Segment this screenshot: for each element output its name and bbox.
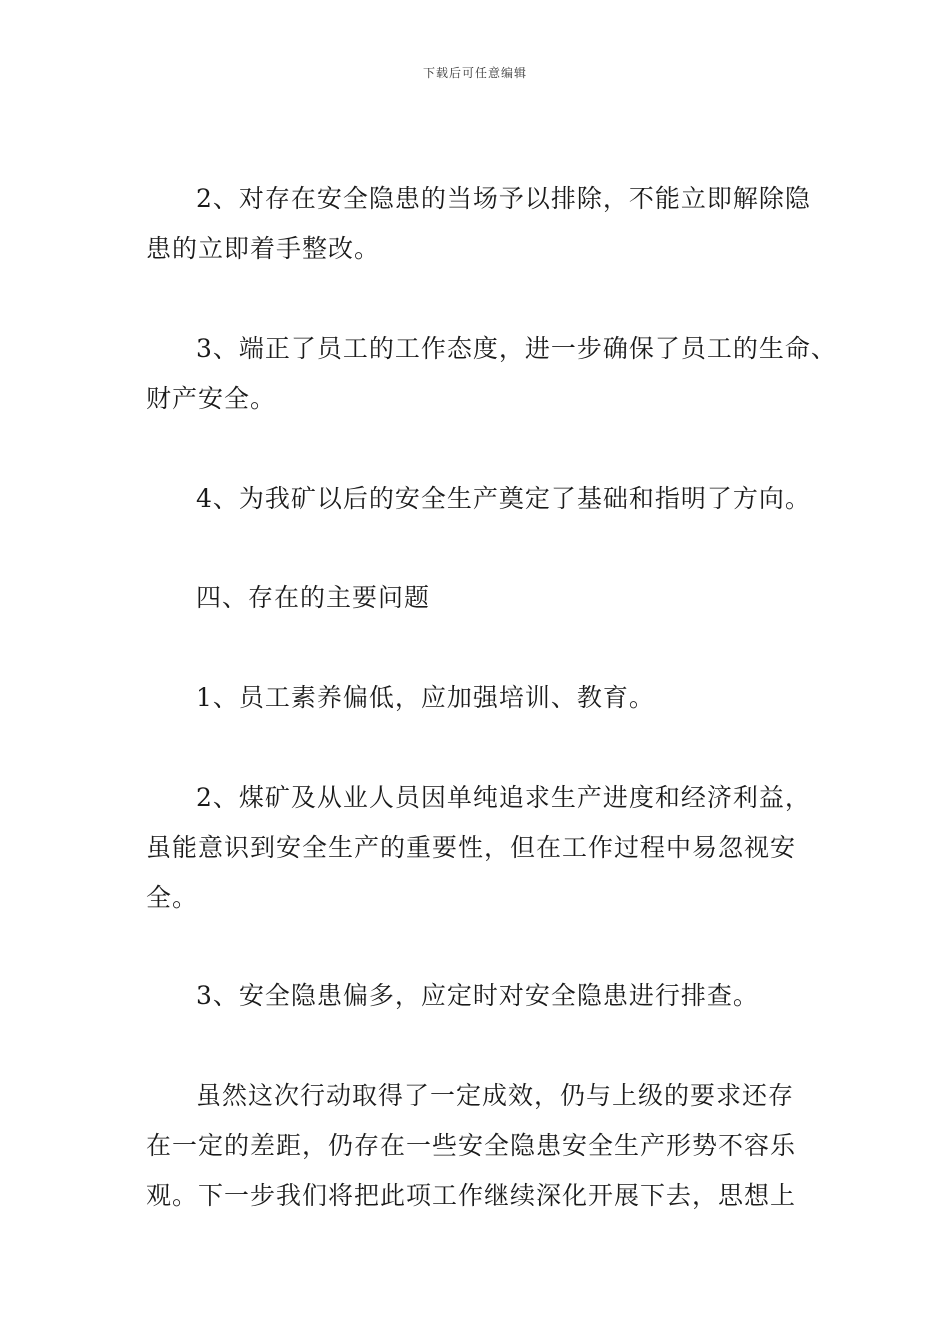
paragraph-2 xyxy=(146,324,837,424)
paragraph-5 xyxy=(146,773,826,923)
paragraph-line: 4、为我矿以后的安全生产奠定了基础和指明了方向。 xyxy=(196,484,811,513)
paragraph-6 xyxy=(146,971,826,1021)
paragraph-line: 观。下一步我们将把此项工作继续深化开展下去，思想上 xyxy=(146,1181,797,1210)
section-heading-text: 四、存在的主要问题 xyxy=(196,583,431,612)
paragraph-line: 全。 xyxy=(146,883,199,912)
page-header-note: 下载后可任意编辑 xyxy=(422,66,527,80)
paragraph-line: 虽然这次行动取得了一定成效，仍与上级的要求还存 xyxy=(196,1081,795,1110)
paragraph-line: 3、安全隐患偏多，应定时对安全隐患进行排查。 xyxy=(196,981,759,1010)
section-heading xyxy=(146,573,826,623)
paragraph-line: 财产安全。 xyxy=(146,384,277,413)
paragraph-line: 1、员工素养偏低，应加强培训、教育。 xyxy=(196,683,655,712)
paragraph-4 xyxy=(146,673,826,723)
paragraph-line: 2、煤矿及从业人员因单纯追求生产进度和经济利益， xyxy=(196,783,811,812)
paragraph-1 xyxy=(146,174,826,274)
paragraph-line: 3、端正了员工的工作态度，进一步确保了员工的生命、 xyxy=(196,334,837,363)
paragraph-line: 虽能意识到安全生产的重要性，但在工作过程中易忽视安 xyxy=(146,833,797,862)
paragraph-7 xyxy=(146,1071,826,1221)
paragraph-line: 2、对存在安全隐患的当场予以排除，不能立即解除隐 xyxy=(196,184,811,213)
paragraph-3 xyxy=(146,474,826,524)
paragraph-line: 患的立即着手整改。 xyxy=(146,234,381,263)
paragraph-line: 在一定的差距，仍存在一些安全隐患安全生产形势不容乐 xyxy=(146,1131,797,1160)
